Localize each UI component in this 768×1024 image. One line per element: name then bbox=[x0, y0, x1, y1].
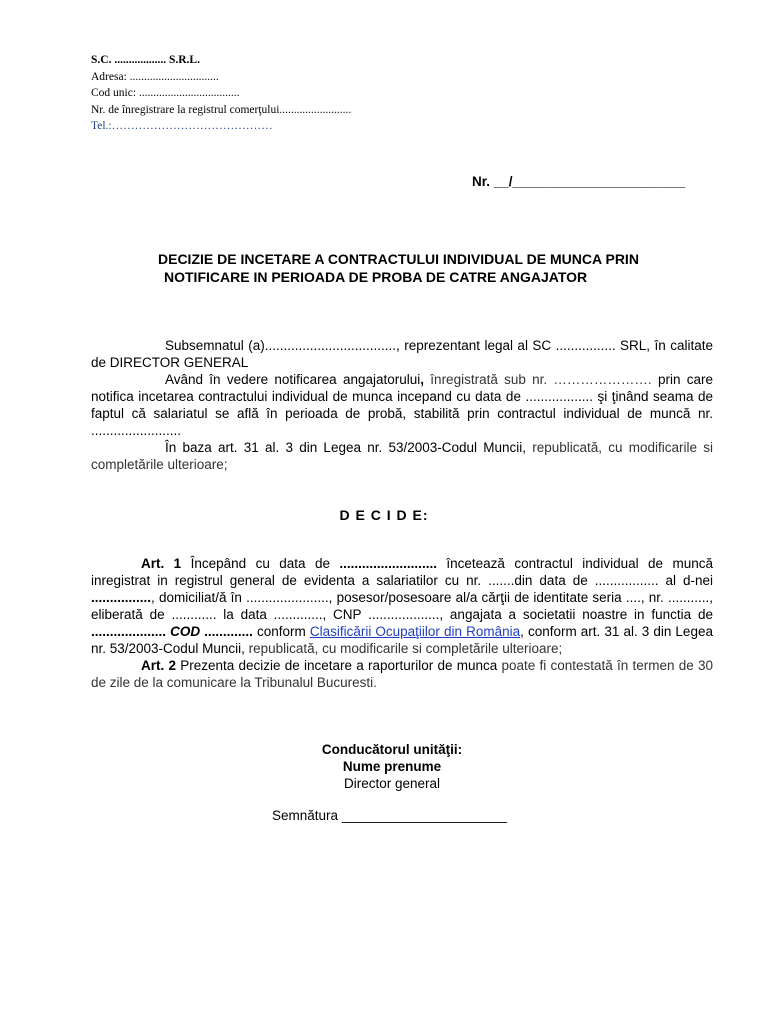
preamble-notification: Având în vedere notificarea angajatorului bbox=[165, 372, 421, 387]
preamble-registration: înregistrată sub nr. …………………. bbox=[424, 372, 652, 387]
signature-line: Semnătura ______________________ bbox=[272, 808, 507, 823]
preamble-republished: republicată, cu modificarile si completările ulterioare; bbox=[91, 440, 713, 472]
signature-role: Conducătorul unităţii: bbox=[321, 742, 463, 757]
preamble-comma: , bbox=[420, 372, 425, 387]
article-1-cod-blank: ............. bbox=[204, 624, 253, 639]
article-1-text-6: republicată, cu modificarile si completările ulterioare; bbox=[244, 641, 563, 656]
preamble-legal-basis: În baza art. 31 al. 3 din Legea nr. 53/2003-Codul Muncii, bbox=[165, 440, 526, 455]
company-header bbox=[91, 52, 351, 135]
preamble-paragraph-3 bbox=[91, 439, 713, 473]
preamble-paragraph-1: Subsemnatul (a)..................................., reprezentant legal al SC ................ SRL, în calitate de DIRECTOR GENERAL bbox=[91, 338, 713, 370]
preamble bbox=[91, 337, 713, 473]
article-1-name-blank: ................ bbox=[91, 590, 152, 605]
articles bbox=[91, 555, 713, 691]
signature-title: Director general bbox=[343, 776, 441, 791]
article-1-text-3: , domiciliat/ă în ......................, posesor/posesoare al/a cărţii de identitate seria ...., nr. ..........., eliberată de ............ la data ............., CNP ..................., angajata a societatii noastre in functia de bbox=[91, 590, 713, 622]
article-1-text-5: , conform art. 31 al. 3 din Legea nr. 53/2003-Codul Muncii, bbox=[91, 624, 713, 656]
article-1-text-2: încetează contractul individual de muncă inregistrat in registrul general de evidenta a salariatilor cu nr. .......din data de ................. al d-nei bbox=[91, 556, 713, 588]
preamble-paragraph-2 bbox=[91, 371, 713, 439]
article-1-text-1: Începând cu data de bbox=[181, 556, 340, 571]
company-phone: Tel.:…………………………………… bbox=[91, 120, 273, 132]
preamble-notice-text: prin care notifica incetarea contractului individual de munca incepand cu data de .................. şi ţinând seama de faptul că salariatul se află în perioada de probă, stabilită prin contractul individual de muncă nr. ........................ bbox=[91, 372, 714, 438]
article-1-label: Art. 1 bbox=[141, 556, 182, 571]
article-1-cod: COD bbox=[166, 624, 205, 639]
company-code: Cod unic: ................................... bbox=[91, 87, 240, 99]
cor-link[interactable]: Clasificării Ocupaţiilor din România bbox=[309, 624, 521, 639]
signature-name: Nume prenume bbox=[342, 759, 442, 774]
title-line-1: DECIZIE DE INCETARE A CONTRACTULUI INDIVIDUAL DE MUNCA PRIN bbox=[158, 251, 639, 267]
company-registry: Nr. de înregistrare la registrul comerţului......................... bbox=[91, 103, 352, 116]
article-1-function-blank: .................... bbox=[91, 624, 167, 639]
article-2 bbox=[91, 657, 713, 691]
signature-block bbox=[0, 741, 768, 792]
article-2-text-2: poate fi contestată în termen de 30 de zile de la comunicare la Tribunalul Bucuresti. bbox=[91, 658, 714, 690]
document-title bbox=[140, 250, 710, 286]
company-address: Adresa: ............................... bbox=[91, 70, 219, 83]
company-name: S.C. .................. S.R.L. bbox=[91, 54, 200, 66]
article-1 bbox=[91, 555, 713, 657]
document-number: Nr. __/_______________________ bbox=[472, 174, 686, 189]
article-1-text-4: conform bbox=[252, 624, 310, 639]
article-2-text-1: Prezenta decizie de incetare a raporturilor de munca bbox=[176, 658, 498, 673]
article-1-date-blank: .......................... bbox=[339, 556, 437, 571]
decide-heading: D E C I D E: bbox=[339, 507, 429, 523]
title-line-2: NOTIFICARE IN PERIOADA DE PROBA DE CATRE ANGAJATOR bbox=[164, 269, 588, 285]
article-2-label: Art. 2 bbox=[141, 658, 176, 673]
